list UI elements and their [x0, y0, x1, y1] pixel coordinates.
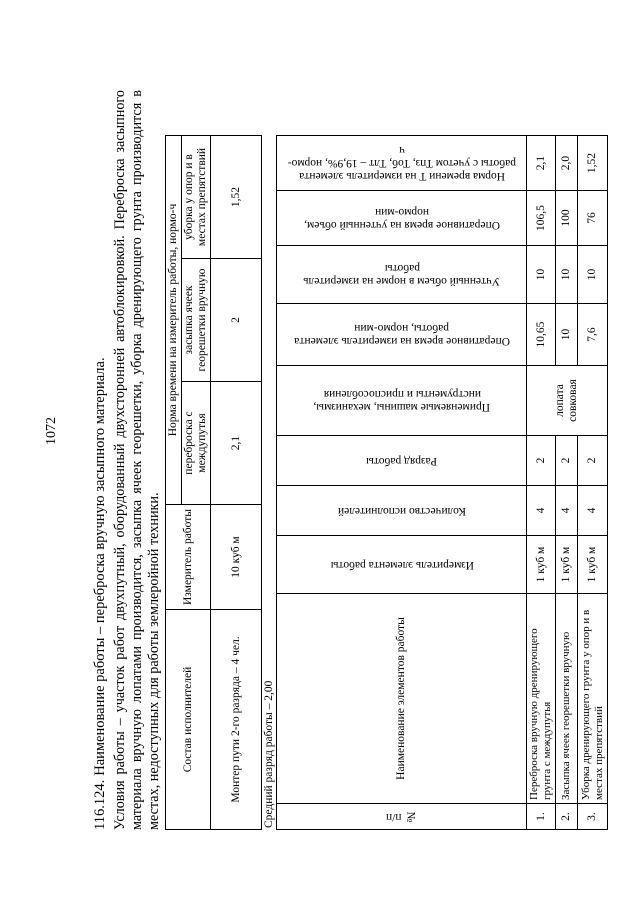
- header-name: Наименование элементов работы: [277, 594, 527, 804]
- header-measure: Измеритель работы: [166, 505, 211, 610]
- subheader-fill: засыпка ячеек георешетки вручную: [182, 259, 211, 382]
- measure-value: 10 куб м: [211, 505, 262, 610]
- staff-norm-value-row: [211, 136, 262, 830]
- row-name: Переброска вручную дренирующего грунта с междупутья: [527, 594, 556, 804]
- subheader-transfer: переброска с междупутья: [182, 382, 211, 505]
- page-number: 1072: [44, 417, 59, 445]
- row-op-time: 10,65: [527, 304, 556, 366]
- row-meter: 1 куб м: [578, 536, 608, 594]
- row-grade: 2: [527, 436, 556, 486]
- table-row: [578, 136, 608, 830]
- section-title: Наименование работы – переброска вручную засыпного материала.: [92, 357, 108, 776]
- value-fill: 2: [211, 259, 262, 382]
- table-row: [527, 136, 556, 830]
- row-num: 2.: [556, 804, 578, 830]
- staff-norm-header-row: [166, 136, 182, 830]
- table-row: [556, 136, 578, 830]
- header-norm-t-text: Норма времени Т на измеритель элемента работы с учетом Тпз, Тоб, Тлт – 19,9%, нормо-ч: [287, 144, 516, 183]
- row-count: 4: [556, 486, 578, 536]
- average-grade: Средний разряд работы – 2,00: [263, 680, 275, 828]
- row-op-time: 10: [556, 304, 578, 366]
- rotated-page-content: [92, 90, 605, 830]
- header-op-volume-text: Оперативное время на учтенный объем, нормо-мин: [303, 206, 500, 231]
- header-staff: Состав исполнителей: [166, 610, 211, 830]
- header-norm: Норма времени на измеритель работы, нормо-ч: [166, 136, 182, 505]
- row-norm: 2,1: [527, 136, 556, 191]
- row-meter: 1 куб м: [556, 536, 578, 594]
- row-meter: 1 куб м: [527, 536, 556, 594]
- elements-table: [276, 135, 608, 830]
- row-volume: 10: [527, 246, 556, 304]
- row-num: 1.: [527, 804, 556, 830]
- section-heading: [92, 90, 109, 830]
- header-op-time: [277, 304, 527, 366]
- row-op-volume: 106,5: [527, 191, 556, 246]
- row-count: 4: [527, 486, 556, 536]
- row-op-volume: 100: [556, 191, 578, 246]
- staff-value: Монтер пути 2-го разряда – 4 чел.: [211, 610, 262, 830]
- header-meter: [277, 536, 527, 594]
- elements-header-row: [277, 136, 527, 830]
- subheader-clean: уборка у опор и в местах препятствий: [182, 136, 211, 259]
- header-num-text: № п/п: [386, 811, 417, 824]
- header-meter-text: Измеритель элемента работы: [329, 559, 474, 571]
- section-number: 116.124.: [92, 779, 108, 830]
- header-tools-text: Применяемые машины, механизмы, инструменты и приспособления: [313, 388, 490, 414]
- row-num: 3.: [578, 804, 608, 830]
- header-count-text: Количество исполнителей: [337, 505, 466, 517]
- header-volume-text: Учтенный объем в норме на измеритель работы: [303, 262, 500, 288]
- row-op-time: 7,6: [578, 304, 608, 366]
- row-norm: 1,52: [578, 136, 608, 191]
- header-num: [277, 804, 527, 830]
- header-op-time-text: Оперативное время на измеритель элемента работы, нормо-мин: [293, 322, 510, 348]
- header-volume: [277, 246, 527, 304]
- value-transfer: 2,1: [211, 382, 262, 505]
- row-op-volume: 76: [578, 191, 608, 246]
- header-count: [277, 486, 527, 536]
- row-name: Уборка дренирующего грунта у опор и в местах препятствий: [578, 594, 608, 804]
- header-tools: [277, 366, 527, 436]
- value-clean: 1,52: [211, 136, 262, 259]
- row-volume: 10: [556, 246, 578, 304]
- row-norm: 2,0: [556, 136, 578, 191]
- row-grade: 2: [556, 436, 578, 486]
- staff-norm-table: [165, 135, 262, 830]
- header-norm-t: [277, 136, 527, 191]
- row-tools: лопата совковая: [527, 366, 608, 436]
- row-volume: 10: [578, 246, 608, 304]
- work-conditions: Условия работы – участок работ двухпутный, оборудованный двухсторонней автоблокировкой. Переброска засыпного материала вручную лопатами производится, засыпка ячеек георешетки, уборка дренирующего грунта производится в местах, недоступных для работы землеройной техники.: [112, 90, 162, 830]
- header-grade-text: Разряд работы: [366, 455, 437, 467]
- header-grade: [277, 436, 527, 486]
- row-count: 4: [578, 486, 608, 536]
- row-grade: 2: [578, 436, 608, 486]
- row-name: Засыпка ячеек георешетки вручную: [556, 594, 578, 804]
- header-op-volume: [277, 191, 527, 246]
